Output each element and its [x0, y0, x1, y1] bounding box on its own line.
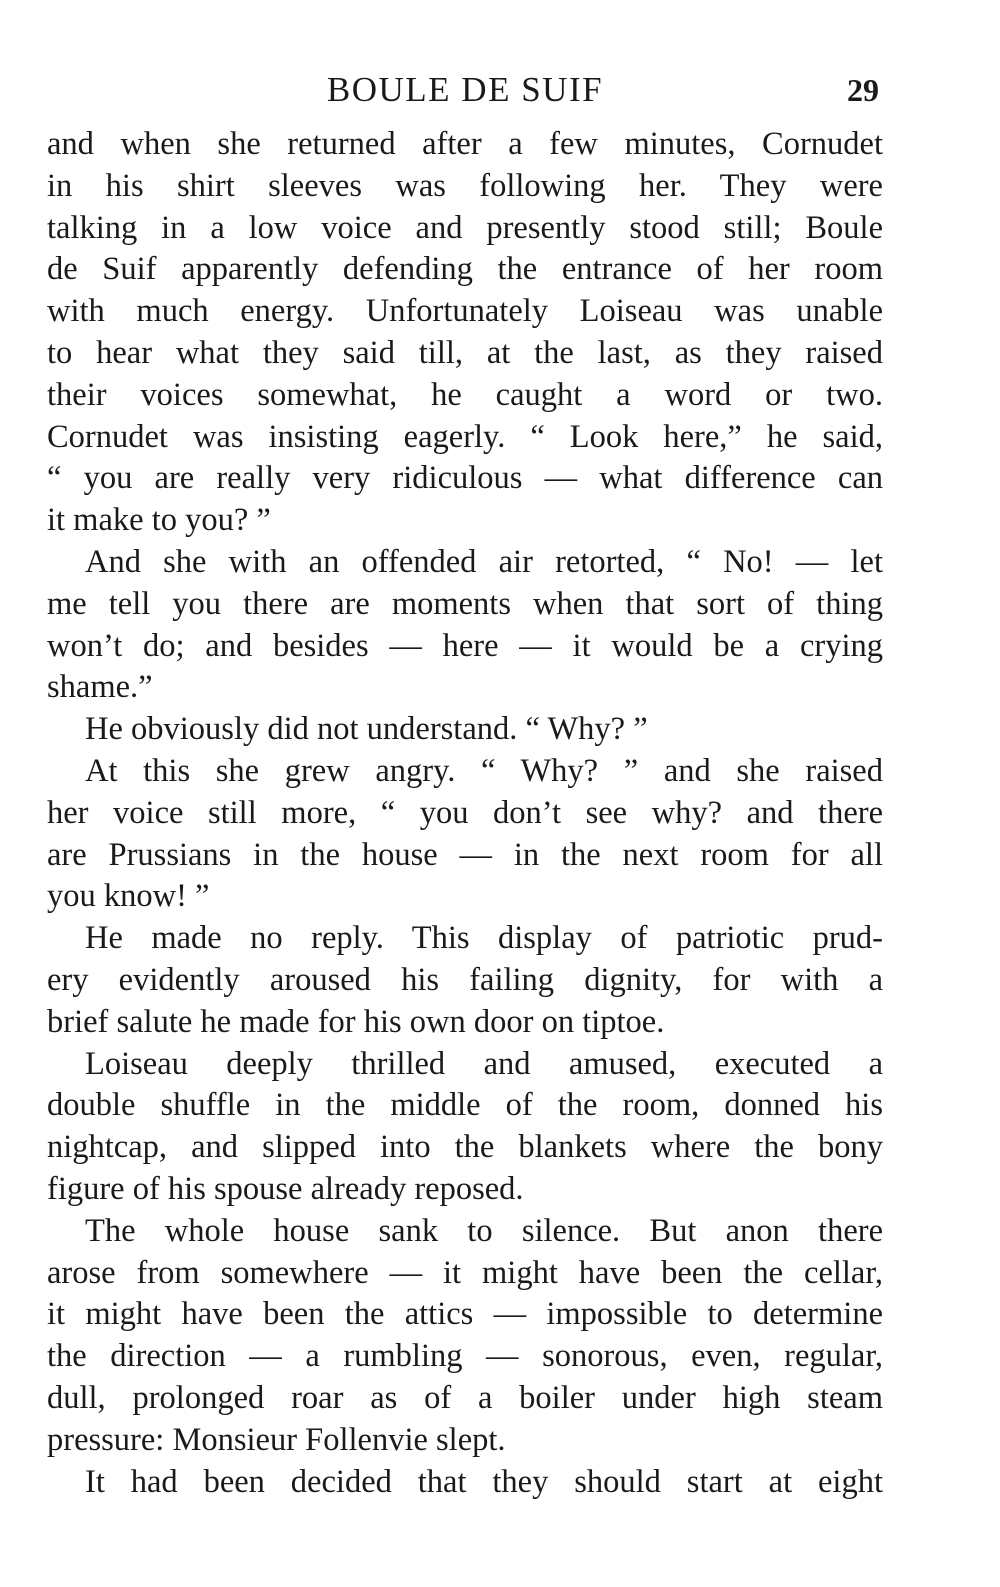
text-line: “ you are really very ridiculous — what difference can [47, 460, 883, 497]
text-line: It had been decided that they should start at eight [85, 1463, 883, 1500]
text-line: won’t do; and besides — here — it would be a crying [47, 627, 883, 664]
text-line: brief salute he made for his own door on tiptoe. [47, 1003, 665, 1040]
text-line: talking in a low voice and presently stood still; Boule [47, 209, 883, 246]
text-line: her voice still more, “ you don’t see why? and there [47, 794, 883, 831]
text-line: ery evidently aroused his failing dignity, for with a [47, 961, 883, 998]
text-line: pressure: Monsieur Follenvie slept. [47, 1421, 506, 1458]
text-line: arose from somewhere — it might have been the cellar, [47, 1254, 883, 1291]
text-line: are Prussians in the house — in the next room for all [47, 836, 883, 873]
text-line: He obviously did not understand. “ Why? ” [85, 711, 648, 748]
text-line: Loiseau deeply thrilled and amused, executed a [85, 1045, 883, 1082]
text-line: it make to you? ” [47, 502, 271, 539]
text-line: it might have been the attics — impossible to determine [47, 1296, 883, 1333]
text-line: de Suif apparently defending the entrance of her room [47, 251, 883, 288]
body-text [47, 124, 883, 1503]
text-line: and when she returned after a few minutes, Cornudet [47, 126, 883, 162]
text-line: to hear what they said till, at the last, as they raised [47, 334, 883, 371]
text-line: double shuffle in the middle of the room, donned his [47, 1087, 883, 1124]
text-line: shame.” [47, 669, 153, 706]
running-title: BOULE DE SUIF [326, 70, 604, 109]
book-page [47, 62, 883, 1503]
text-line: their voices somewhat, he caught a word or two. [47, 376, 883, 413]
text-line: with much energy. Unfortunately Loiseau was unable [47, 293, 883, 330]
text-line: the direction — a rumbling — sonorous, even, regular, [47, 1338, 883, 1375]
text-line: He made no reply. This display of patriotic prud- [85, 920, 883, 957]
text-line: dull, prolonged roar as of a boiler under high steam [47, 1379, 883, 1416]
page-number: 29 [847, 72, 879, 108]
text-line: Cornudet was insisting eagerly. “ Look here,” he said, [47, 418, 883, 455]
text-line: And she with an offended air retorted, “ No! — let [85, 543, 883, 580]
running-head [47, 62, 883, 124]
text-line: you know! ” [47, 878, 210, 915]
text-line: in his shirt sleeves was following her. They were [47, 167, 883, 204]
text-line: figure of his spouse already reposed. [47, 1170, 524, 1207]
text-line: At this she grew angry. “ Why? ” and she raised [85, 752, 883, 789]
text-line: me tell you there are moments when that sort of thing [47, 585, 883, 622]
text-line: The whole house sank to silence. But anon there [85, 1212, 883, 1249]
text-line: nightcap, and slipped into the blankets where the bony [47, 1129, 883, 1166]
